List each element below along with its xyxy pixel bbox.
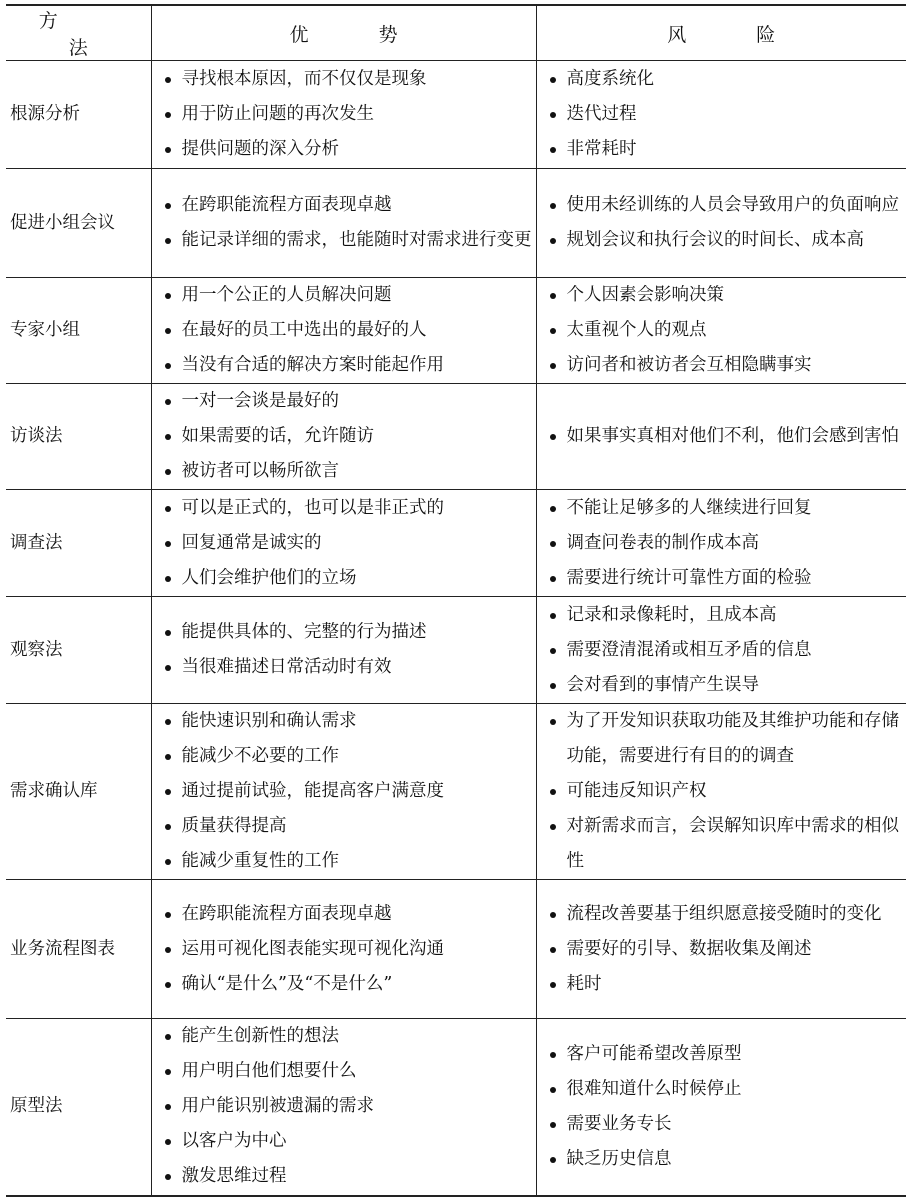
method-cell: 调查法 (6, 490, 151, 597)
bullet-list (547, 62, 907, 167)
advantage-item: 能产生创新性的想法 (162, 1019, 536, 1054)
advantages-cell (151, 61, 536, 169)
bullet-list (547, 1037, 907, 1177)
bullet-list (547, 491, 907, 596)
bullet-list (162, 384, 536, 489)
risks-cell (536, 169, 906, 278)
risk-item: 耗时 (547, 967, 907, 1002)
risk-item: 调查问卷表的制作成本高 (547, 526, 907, 561)
method-cell: 访谈法 (6, 384, 151, 490)
risk-item: 可能违反知识产权 (547, 774, 907, 809)
risks-cell (536, 490, 906, 597)
risk-item: 对新需求而言，会误解知识库中需求的相似性 (547, 809, 907, 879)
advantage-item: 当很难描述日常活动时有效 (162, 650, 536, 685)
advantage-item: 被访者可以畅所欲言 (162, 454, 536, 489)
advantage-item: 用户明白他们想要什么 (162, 1054, 536, 1089)
advantage-item: 在跨职能流程方面表现卓越 (162, 188, 536, 223)
bullet-list (162, 62, 536, 167)
advantage-item: 能减少不必要的工作 (162, 739, 536, 774)
table-row (6, 597, 906, 704)
advantage-item: 能提供具体的、完整的行为描述 (162, 615, 536, 650)
risk-item: 使用未经训练的人员会导致用户的负面响应 (547, 188, 907, 223)
risk-item: 会对看到的事情产生误导 (547, 668, 907, 703)
header-row (6, 5, 906, 61)
risk-item: 缺乏历史信息 (547, 1142, 907, 1177)
risks-cell (536, 61, 906, 169)
table-row (6, 169, 906, 278)
advantages-cell (151, 169, 536, 278)
risk-item: 高度系统化 (547, 62, 907, 97)
advantage-item: 在跨职能流程方面表现卓越 (162, 897, 536, 932)
bullet-list (162, 278, 536, 383)
method-cell: 原型法 (6, 1019, 151, 1196)
advantage-item: 提供问题的深入分析 (162, 132, 536, 167)
risk-item: 迭代过程 (547, 97, 907, 132)
header-method: 方法 (6, 5, 151, 61)
advantage-item: 用于防止问题的再次发生 (162, 97, 536, 132)
risk-item: 很难知道什么时候停止 (547, 1072, 907, 1107)
advantages-cell (151, 384, 536, 490)
bullet-list (162, 615, 536, 685)
bullet-list (547, 598, 907, 703)
risk-item: 如果事实真相对他们不利，他们会感到害怕 (547, 419, 907, 454)
risks-cell (536, 278, 906, 384)
advantage-item: 通过提前试验，能提高客户满意度 (162, 774, 536, 809)
table-row (6, 384, 906, 490)
risk-item: 客户可能希望改善原型 (547, 1037, 907, 1072)
advantage-item: 人们会维护他们的立场 (162, 561, 536, 596)
advantage-item: 能快速识别和确认需求 (162, 704, 536, 739)
bullet-list (162, 897, 536, 1002)
table-row (6, 704, 906, 880)
bullet-list (547, 278, 907, 383)
advantage-item: 用一个公正的人员解决问题 (162, 278, 536, 313)
risks-cell (536, 384, 906, 490)
method-cell: 观察法 (6, 597, 151, 704)
risk-item: 太重视个人的观点 (547, 313, 907, 348)
advantage-item: 质量获得提高 (162, 809, 536, 844)
bullet-list (547, 188, 907, 258)
table-row (6, 278, 906, 384)
bullet-list (162, 1019, 536, 1194)
method-cell: 需求确认库 (6, 704, 151, 880)
risk-item: 个人因素会影响决策 (547, 278, 907, 313)
advantage-item: 能记录详细的需求，也能随时对需求进行变更 (162, 223, 536, 258)
table-row (6, 1019, 906, 1196)
header-risks: 风险 (536, 5, 906, 61)
bullet-list (547, 897, 907, 1002)
table-row (6, 61, 906, 169)
header-advantages: 优势 (151, 5, 536, 61)
advantage-item: 可以是正式的，也可以是非正式的 (162, 491, 536, 526)
bullet-list (162, 491, 536, 596)
bullet-list (547, 704, 907, 879)
risk-item: 流程改善要基于组织愿意接受随时的变化 (547, 897, 907, 932)
advantage-item: 确认“是什么”及“不是什么” (162, 967, 536, 1002)
advantage-item: 在最好的员工中选出的最好的人 (162, 313, 536, 348)
advantage-item: 回复通常是诚实的 (162, 526, 536, 561)
risk-item: 需要好的引导、数据收集及阐述 (547, 932, 907, 967)
advantages-cell (151, 597, 536, 704)
risks-cell (536, 597, 906, 704)
risk-item: 记录和录像耗时，且成本高 (547, 598, 907, 633)
table-row (6, 490, 906, 597)
advantage-item: 能减少重复性的工作 (162, 844, 536, 879)
risk-item: 需要澄清混淆或相互矛盾的信息 (547, 633, 907, 668)
advantages-cell (151, 704, 536, 880)
risks-cell (536, 1019, 906, 1196)
advantage-item: 激发思维过程 (162, 1159, 536, 1194)
method-cell: 根源分析 (6, 61, 151, 169)
risks-cell (536, 880, 906, 1019)
advantages-cell (151, 1019, 536, 1196)
advantage-item: 用户能识别被遗漏的需求 (162, 1089, 536, 1124)
method-cell: 业务流程图表 (6, 880, 151, 1019)
bullet-list (547, 419, 907, 454)
advantage-item: 如果需要的话，允许随访 (162, 419, 536, 454)
risk-item: 需要进行统计可靠性方面的检验 (547, 561, 907, 596)
advantages-cell (151, 490, 536, 597)
advantage-item: 一对一会谈是最好的 (162, 384, 536, 419)
risk-item: 非常耗时 (547, 132, 907, 167)
method-cell: 专家小组 (6, 278, 151, 384)
advantage-item: 以客户为中心 (162, 1124, 536, 1159)
bullet-list (162, 704, 536, 879)
risk-item: 访问者和被访者会互相隐瞒事实 (547, 348, 907, 383)
advantages-cell (151, 278, 536, 384)
risk-item: 规划会议和执行会议的时间长、成本高 (547, 223, 907, 258)
risks-cell (536, 704, 906, 880)
method-cell: 促进小组会议 (6, 169, 151, 278)
advantages-cell (151, 880, 536, 1019)
risk-item: 需要业务专长 (547, 1107, 907, 1142)
risk-item: 为了开发知识获取功能及其维护功能和存储功能，需要进行有目的的调查 (547, 704, 907, 774)
bullet-list (162, 188, 536, 258)
advantage-item: 寻找根本原因，而不仅仅是现象 (162, 62, 536, 97)
risk-item: 不能让足够多的人继续进行回复 (547, 491, 907, 526)
methods-comparison-table (6, 4, 906, 1197)
advantage-item: 运用可视化图表能实现可视化沟通 (162, 932, 536, 967)
advantage-item: 当没有合适的解决方案时能起作用 (162, 348, 536, 383)
table-row (6, 880, 906, 1019)
